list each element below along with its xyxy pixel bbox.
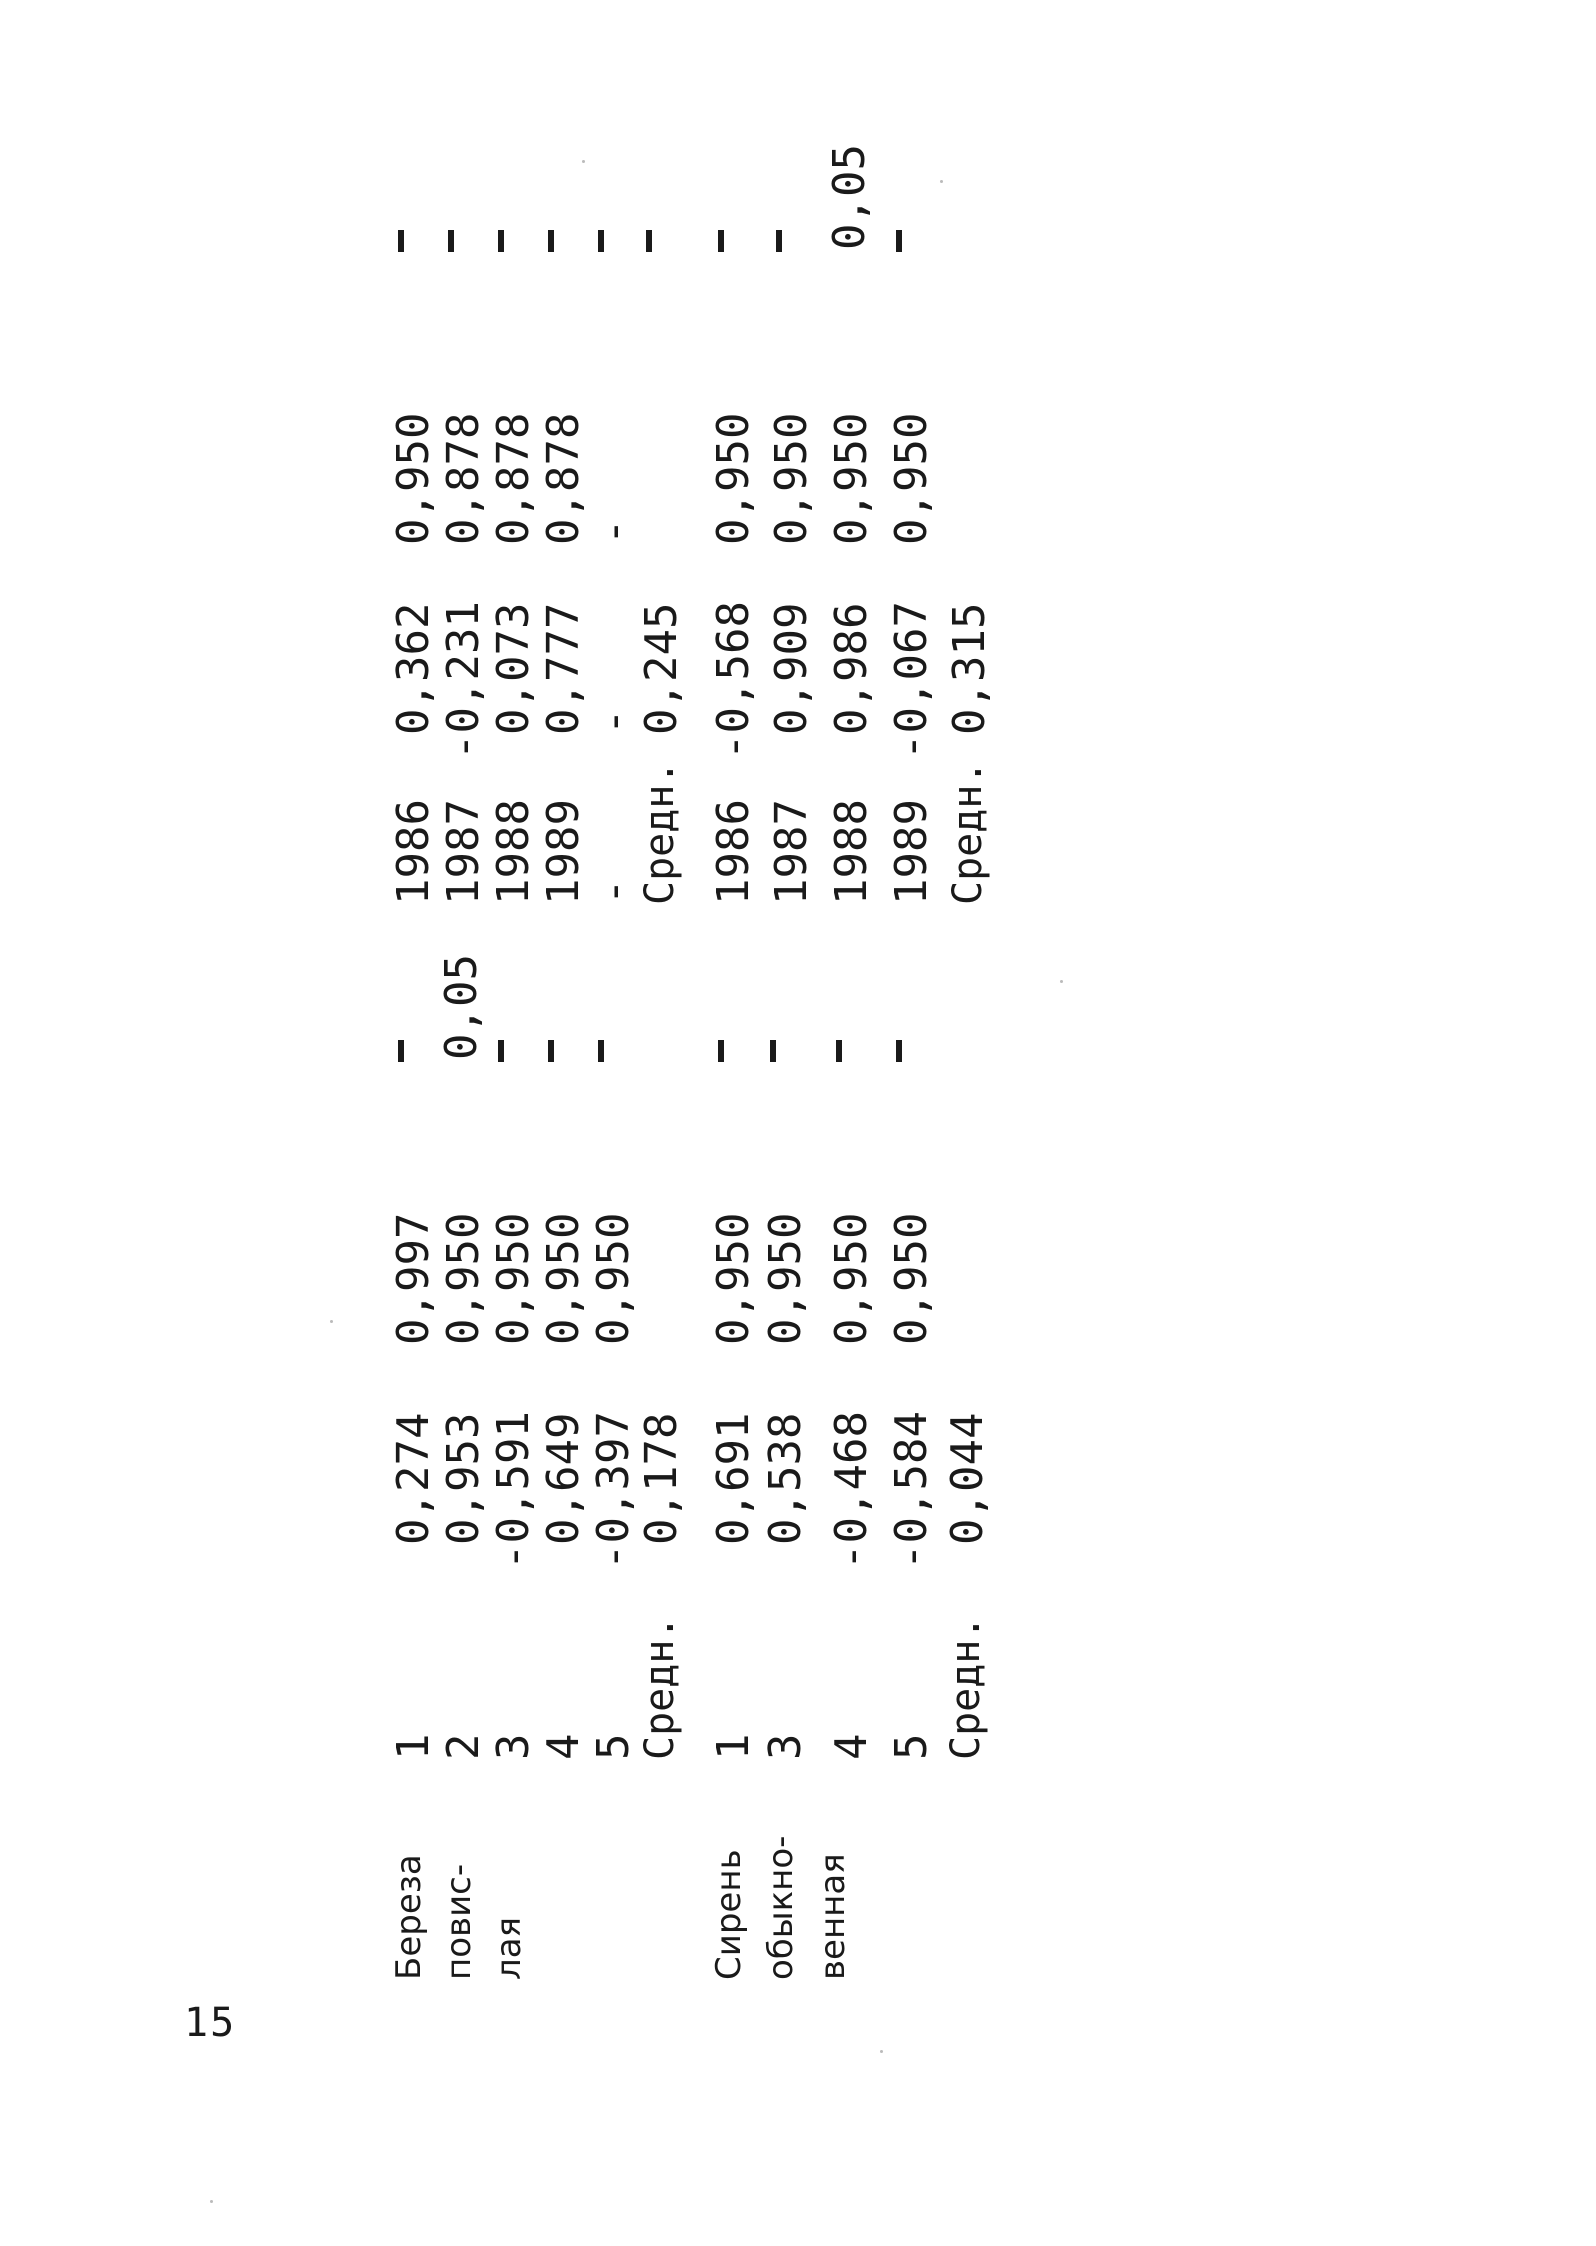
plot-number: 4 [538,1733,589,1760]
probability-value: 0,950 [538,1212,589,1345]
mean-label: Средн. [943,1615,989,1760]
probability-value: 0,950 [708,1212,759,1345]
species-name-line: Береза [389,1854,429,1980]
dash-mark [718,230,724,252]
probability-value: 0,950 [886,1212,937,1345]
probability-value: 0,950 [438,1212,489,1345]
probability-value: 0,950 [488,1212,539,1345]
probability-value: 0,997 [388,1212,439,1345]
correlation-value: -0,231 [438,601,489,760]
correlation-value: 0,649 [538,1412,589,1545]
dash-mark [896,1040,902,1062]
plot-number: 5 [886,1733,937,1760]
plot-number: 4 [826,1733,877,1760]
probability-value: 0,950 [760,1212,811,1345]
plot-number: 2 [438,1733,489,1760]
probability-value: 0,878 [438,412,489,545]
probability-value: 0,950 [826,412,877,545]
species-name-line: повис- [439,1863,479,1980]
scan-speck [1060,980,1063,983]
year-label: 1986 [388,799,439,905]
correlation-value: 0,274 [388,1412,439,1545]
correlation-value: -0,584 [886,1411,937,1570]
probability-value: 0,950 [886,412,937,545]
correlation-value: 0,909 [766,602,817,735]
probability-value: 0,950 [766,412,817,545]
correlation-value: -0,468 [826,1411,877,1570]
year-label: 1988 [488,799,539,905]
year-label: 1989 [886,799,937,905]
year-label: 1986 [708,799,759,905]
probability-value: - [588,518,639,545]
correlation-value: 0,073 [488,602,539,735]
plot-number: 1 [708,1733,759,1760]
year-label: 1988 [826,799,877,905]
dash-mark [548,230,554,252]
correlation-value: 0,362 [388,602,439,735]
species-name-line: лая [489,1916,529,1980]
scan-speck [880,2050,883,2053]
dash-mark [836,1040,842,1062]
dash-mark [598,1040,604,1062]
mean-value: 0,178 [636,1412,687,1545]
correlation-value: 0,986 [826,602,877,735]
correlation-value: - [588,708,639,735]
mean-label: Средн. [637,760,683,905]
probability-value: 0,878 [538,412,589,545]
correlation-value: -0,568 [708,601,759,760]
dash-mark [448,230,454,252]
year-label: - [588,878,639,905]
correlation-value: -0,591 [488,1411,539,1570]
species-name-line: венная [813,1853,853,1980]
species-name-line: обыкно- [761,1835,801,1980]
dash-mark [498,230,504,252]
probability-value: 0,950 [826,1212,877,1345]
significance-level: 0,05 [436,954,487,1060]
dash-mark [896,230,902,252]
mean-value: 0,245 [636,602,687,735]
dash-mark [646,230,652,252]
correlation-value: 0,777 [538,602,589,735]
correlation-value: -0,397 [588,1411,639,1570]
scan-speck [330,1320,333,1323]
probability-value: 0,950 [388,412,439,545]
plot-number: 3 [488,1733,539,1760]
dash-mark [498,1040,504,1062]
mean-label: Средн. [945,760,991,905]
year-label: 1987 [438,799,489,905]
probability-value: 0,950 [708,412,759,545]
plot-number: 5 [588,1733,639,1760]
correlation-value: -0,067 [886,601,937,760]
scan-speck [210,2200,213,2203]
dash-mark [548,1040,554,1062]
mean-label: Средн. [637,1615,683,1760]
species-name-line: Сирень [709,1849,749,1980]
page-number: 15 [184,2000,237,2046]
scan-speck [582,160,585,163]
plot-number: 1 [388,1733,439,1760]
probability-value: 0,950 [588,1212,639,1345]
correlation-value: 0,953 [438,1412,489,1545]
dash-mark [718,1040,724,1062]
dash-mark [398,1040,404,1062]
mean-value: 0,044 [942,1412,993,1545]
correlation-value: 0,691 [708,1412,759,1545]
dash-mark [398,230,404,252]
year-label: 1987 [766,799,817,905]
dash-mark [770,1040,776,1062]
significance-level: 0,05 [824,144,875,250]
dash-mark [598,230,604,252]
dash-mark [776,230,782,252]
year-label: 1989 [538,799,589,905]
mean-value: 0,315 [944,602,995,735]
plot-number: 3 [760,1733,811,1760]
probability-value: 0,878 [488,412,539,545]
scan-speck [940,180,943,183]
correlation-value: 0,538 [760,1412,811,1545]
